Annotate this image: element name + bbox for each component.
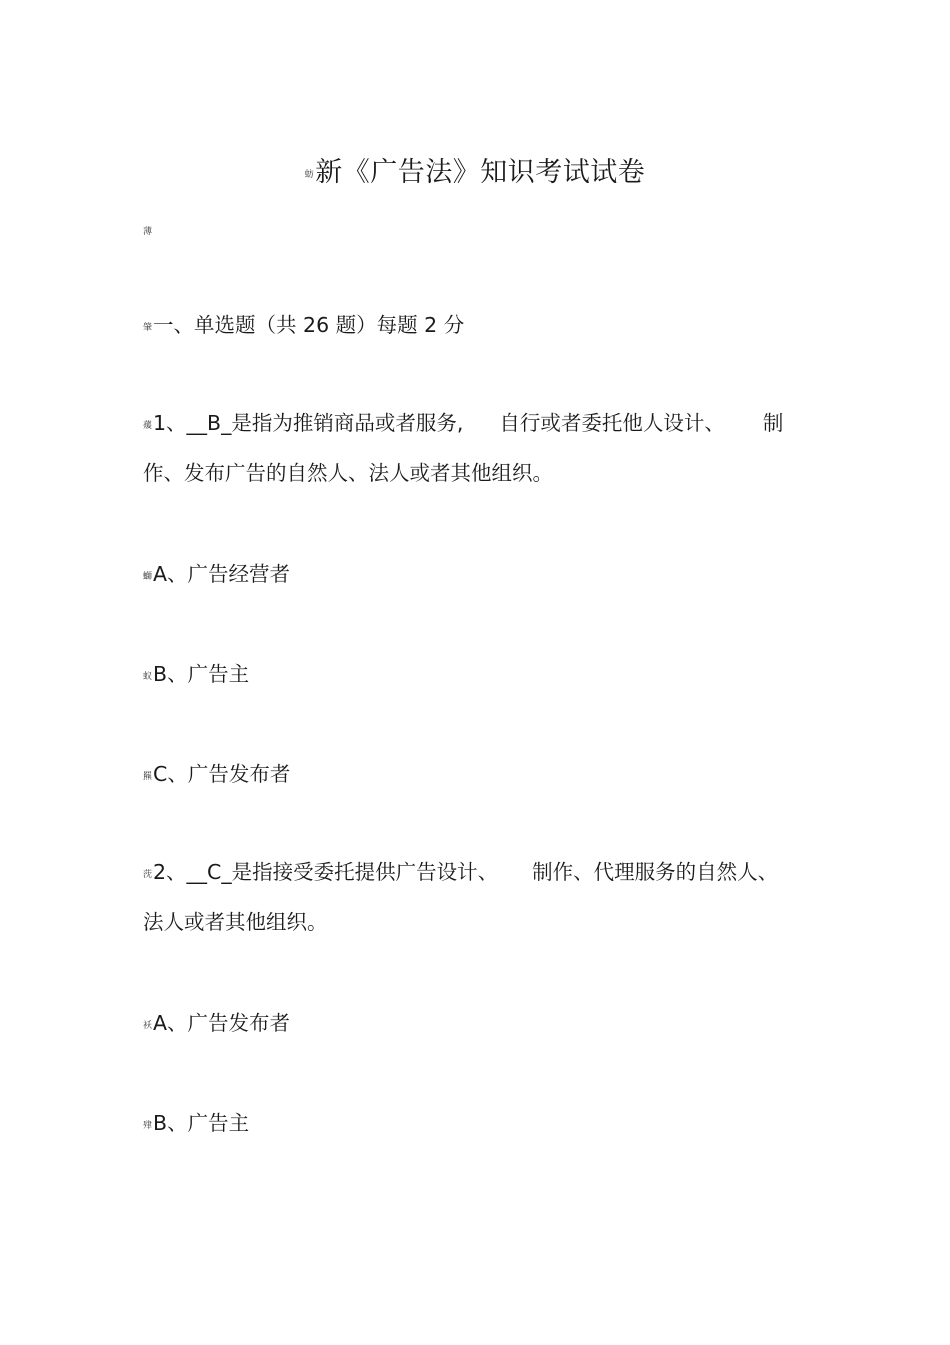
option-marker: 螄 bbox=[143, 571, 153, 582]
question-2-line-2: 法人或者其他组织。 bbox=[143, 910, 328, 934]
question-1-option-b bbox=[143, 657, 249, 687]
option-marker: 袄 bbox=[143, 1020, 153, 1031]
stray-marker: 薄 bbox=[143, 227, 153, 237]
question-1-line-1 bbox=[143, 406, 783, 436]
question-1-text-c: 制 bbox=[762, 411, 784, 435]
option-text: B、广告主 bbox=[153, 662, 250, 686]
option-text: B、广告主 bbox=[153, 1111, 250, 1135]
section-marker: 肇 bbox=[143, 322, 153, 333]
question-2-marker: 莐 bbox=[143, 869, 153, 880]
question-1-option-a bbox=[143, 557, 290, 587]
page-title bbox=[0, 150, 950, 189]
option-marker: 羆 bbox=[143, 771, 153, 782]
option-text: A、广告发布者 bbox=[153, 1011, 291, 1035]
option-text: A、广告经营者 bbox=[153, 562, 291, 586]
question-1-text-b: 自行或者委托他人设计、 bbox=[499, 411, 725, 435]
question-2-option-a bbox=[143, 1006, 290, 1036]
option-marker: 蚁 bbox=[143, 671, 153, 682]
question-2-line-1 bbox=[143, 855, 778, 885]
question-1-option-c bbox=[143, 757, 290, 787]
question-2-option-b bbox=[143, 1106, 249, 1136]
title-text: 新《广告法》知识考试试卷 bbox=[315, 157, 646, 188]
section-heading bbox=[143, 308, 464, 338]
option-text: C、广告发布者 bbox=[153, 762, 291, 786]
question-2-text-b: 制作、代理服务的自然人、 bbox=[532, 860, 779, 884]
question-1-marker: 蕿 bbox=[143, 420, 153, 431]
question-1-line-2: 作、发布广告的自然人、法人或者其他组织。 bbox=[143, 461, 553, 485]
question-1-text-a: 1、__B_是指为推销商品或者服务, bbox=[153, 411, 464, 435]
option-marker: 肂 bbox=[143, 1120, 153, 1131]
question-2-text-a: 2、__C_是指接受委托提供广告设计、 bbox=[153, 860, 499, 884]
section-text: 一、单选题（共 26 题）每题 2 分 bbox=[153, 313, 465, 337]
title-marker: 蚄 bbox=[304, 170, 315, 180]
